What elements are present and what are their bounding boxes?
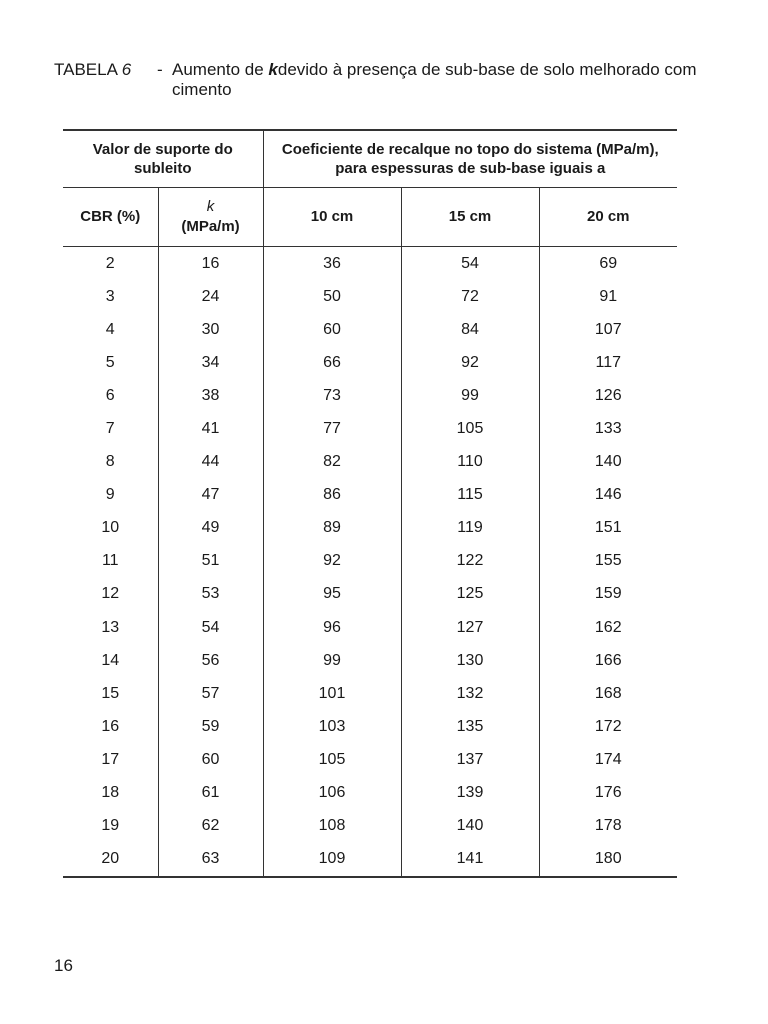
cell-10cm: 92	[263, 545, 401, 578]
cell-cbr: 9	[105, 486, 115, 504]
cell-20cm: 159	[539, 578, 677, 611]
cell-cbr: 19	[101, 817, 120, 835]
cell-cbr: 2	[105, 254, 115, 272]
cell-20cm: 140	[539, 446, 677, 479]
cell-20cm: 133	[539, 412, 677, 445]
cell-k: 63	[158, 843, 263, 877]
cell-15cm: 127	[401, 611, 539, 644]
cell-20cm: 174	[539, 743, 677, 776]
page-number: 16	[54, 956, 73, 975]
k-unit: (MPa/m)	[181, 218, 240, 235]
table-row	[63, 578, 677, 611]
table-label-prefix: TABELA	[54, 60, 117, 79]
cell-cbr: 5	[105, 353, 115, 371]
cell-15cm: 140	[401, 810, 539, 843]
cell-15cm: 125	[401, 578, 539, 611]
cell-15cm: 72	[401, 280, 539, 313]
table-body	[63, 247, 677, 877]
cell-10cm: 108	[263, 810, 401, 843]
cell-15cm: 137	[401, 743, 539, 776]
table-row	[63, 545, 677, 578]
cell-k: 51	[158, 545, 263, 578]
cell-20cm: 117	[539, 346, 677, 379]
cell-cbr: 4	[105, 320, 115, 338]
cell-cbr: 17	[101, 750, 120, 768]
cell-cbr: 7	[105, 420, 115, 438]
cell-20cm: 178	[539, 810, 677, 843]
cell-10cm: 86	[263, 479, 401, 512]
cell-15cm: 54	[401, 247, 539, 281]
table-label-number: 6	[121, 60, 132, 79]
cell-cbr: 8	[105, 453, 115, 471]
cell-cbr: 14	[101, 651, 120, 669]
cell-k: 49	[158, 512, 263, 545]
cell-cbr: 10	[101, 519, 120, 537]
cell-15cm: 132	[401, 677, 539, 710]
caption-dash: -	[157, 60, 163, 79]
column-header-10cm: 10 cm	[263, 188, 401, 247]
cell-10cm: 109	[263, 843, 401, 877]
cell-k: 57	[158, 677, 263, 710]
cell-10cm: 60	[263, 313, 401, 346]
cell-20cm: 162	[539, 611, 677, 644]
cell-10cm: 89	[263, 512, 401, 545]
table-row	[63, 512, 677, 545]
cell-cbr: 20	[63, 843, 158, 877]
cell-k: 61	[158, 777, 263, 810]
caption-text-after-k: devido à presença de sub-base de solo melhorado com cimento	[172, 60, 697, 99]
cell-10cm: 99	[263, 644, 401, 677]
cell-15cm: 99	[401, 379, 539, 412]
table-row	[63, 644, 677, 677]
cell-10cm: 101	[263, 677, 401, 710]
cell-10cm: 36	[263, 247, 401, 281]
cell-15cm: 122	[401, 545, 539, 578]
column-header-cbr: CBR (%)	[63, 188, 158, 247]
cell-cbr: 3	[105, 287, 115, 305]
cell-cbr: 13	[101, 618, 120, 636]
cell-20cm: 168	[539, 677, 677, 710]
cell-cbr: 15	[101, 684, 120, 702]
cell-10cm: 106	[263, 777, 401, 810]
k-increase-table	[63, 129, 677, 878]
cell-20cm: 155	[539, 545, 677, 578]
cell-k: 54	[158, 611, 263, 644]
cell-k: 16	[158, 247, 263, 281]
cell-k: 60	[158, 743, 263, 776]
table-row	[63, 346, 677, 379]
cell-k: 59	[158, 710, 263, 743]
column-header-k	[158, 188, 263, 247]
cell-k: 62	[158, 810, 263, 843]
cell-20cm: 166	[539, 644, 677, 677]
cell-k: 44	[158, 446, 263, 479]
table-row	[63, 446, 677, 479]
table-row	[63, 412, 677, 445]
table-row	[63, 379, 677, 412]
cell-20cm: 146	[539, 479, 677, 512]
cell-15cm: 115	[401, 479, 539, 512]
table-row	[63, 743, 677, 776]
cell-20cm: 180	[539, 843, 677, 877]
cell-k: 41	[158, 412, 263, 445]
cell-10cm: 95	[263, 578, 401, 611]
cell-k: 47	[158, 479, 263, 512]
cell-20cm: 69	[539, 247, 677, 281]
caption-k-symbol: k	[268, 60, 278, 79]
caption-text-before-k: Aumento de	[172, 60, 269, 79]
cell-15cm: 105	[401, 412, 539, 445]
k-symbol: k	[206, 198, 215, 215]
column-header-row	[63, 188, 677, 247]
group-header-subgrade: Valor de suporte do subleito	[63, 130, 263, 188]
table-row	[63, 777, 677, 810]
cell-20cm: 172	[539, 710, 677, 743]
cell-15cm: 130	[401, 644, 539, 677]
cell-cbr: 6	[105, 386, 115, 404]
table-row	[63, 280, 677, 313]
cell-cbr: 16	[101, 717, 120, 735]
table-row	[63, 247, 677, 281]
cell-10cm: 103	[263, 710, 401, 743]
cell-10cm: 96	[263, 611, 401, 644]
cell-10cm: 105	[263, 743, 401, 776]
cell-cbr: 12	[101, 585, 120, 603]
table-row	[63, 710, 677, 743]
caption-text	[172, 60, 712, 100]
cell-20cm: 176	[539, 777, 677, 810]
cell-15cm: 92	[401, 346, 539, 379]
cell-15cm: 139	[401, 777, 539, 810]
table-row	[63, 677, 677, 710]
cell-cbr: 18	[101, 784, 120, 802]
cell-20cm: 107	[539, 313, 677, 346]
cell-15cm: 110	[401, 446, 539, 479]
cell-k: 56	[158, 644, 263, 677]
cell-10cm: 66	[263, 346, 401, 379]
column-header-15cm: 15 cm	[401, 188, 539, 247]
cell-k: 34	[158, 346, 263, 379]
cell-20cm: 151	[539, 512, 677, 545]
cell-15cm: 141	[401, 843, 539, 877]
cell-20cm: 91	[539, 280, 677, 313]
cell-15cm: 119	[401, 512, 539, 545]
table-row	[63, 810, 677, 843]
cell-k: 38	[158, 379, 263, 412]
table-row	[63, 479, 677, 512]
data-table-container	[63, 129, 677, 878]
cell-15cm: 84	[401, 313, 539, 346]
table-row	[63, 611, 677, 644]
cell-10cm: 50	[263, 280, 401, 313]
cell-20cm: 126	[539, 379, 677, 412]
group-header-coefficient: Coeficiente de recalque no topo do sistema (MPa/m), para espessuras de sub-base iguais a	[263, 130, 677, 188]
cell-cbr: 11	[101, 552, 119, 570]
table-row	[63, 843, 677, 877]
cell-10cm: 82	[263, 446, 401, 479]
cell-k: 24	[158, 280, 263, 313]
column-header-20cm: 20 cm	[539, 188, 677, 247]
cell-10cm: 77	[263, 412, 401, 445]
cell-k: 53	[158, 578, 263, 611]
table-label	[54, 60, 131, 80]
table-row	[63, 313, 677, 346]
group-header-row	[63, 130, 677, 188]
cell-15cm: 135	[401, 710, 539, 743]
cell-10cm: 73	[263, 379, 401, 412]
cell-k: 30	[158, 313, 263, 346]
